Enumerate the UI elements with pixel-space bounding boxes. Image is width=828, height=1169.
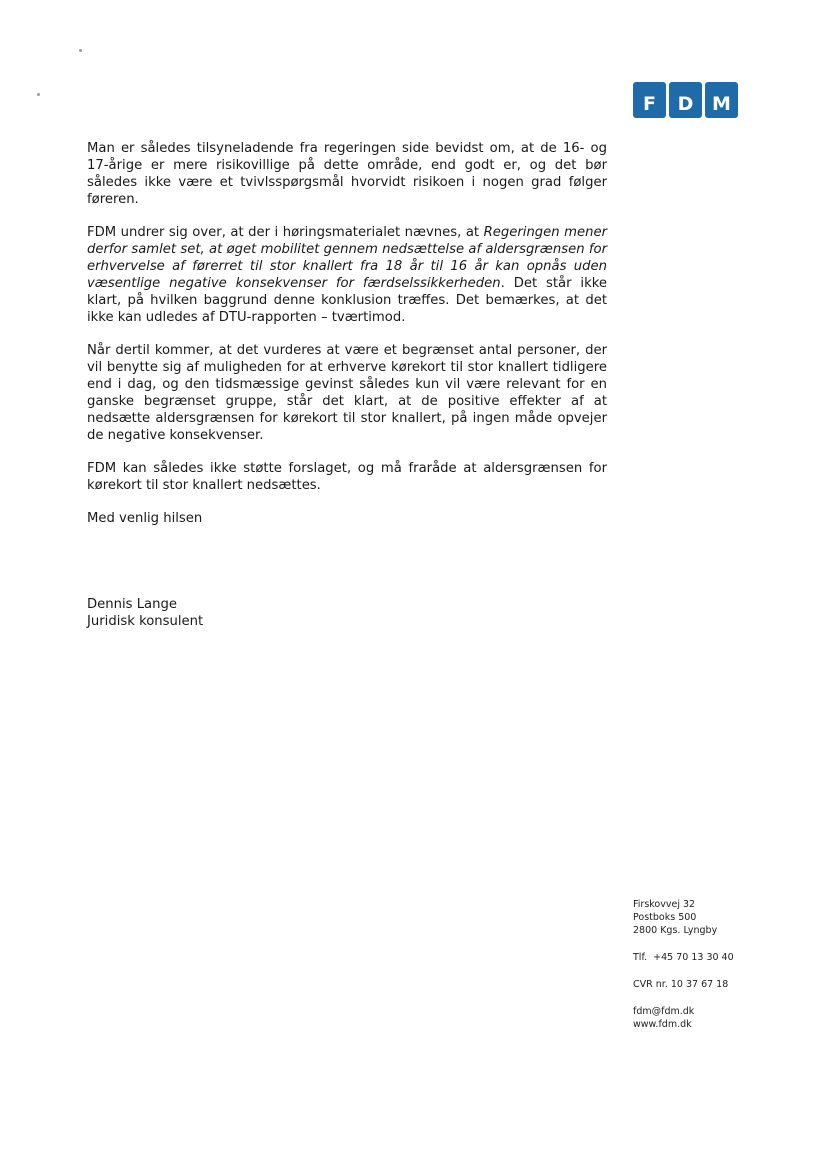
logo-letter-f: F [633, 82, 666, 118]
signer-name: Dennis Lange [87, 597, 177, 612]
paragraph-4: FDM kan således ikke støtte forslaget, og må fraråde at aldersgrænsen for kørekort til stor knallert nedsættes. [87, 461, 607, 493]
scan-speck [37, 93, 40, 96]
signer-title: Juridisk konsulent [87, 614, 204, 629]
address-cvr: CVR nr. 10 37 67 18 [633, 979, 729, 990]
fdm-logo [633, 82, 738, 118]
scan-speck [79, 49, 82, 52]
paragraph-2-end: . Det står ikke klart, på hvilken baggrund denne konklusion træffes. Det bemærkes, at det ikke kan udledes af DTU-rapporten – tværtimod. [87, 276, 607, 325]
address-street: Firskovvej 32 [633, 899, 696, 910]
letter-body [87, 140, 607, 543]
logo-letter-d: D [669, 82, 702, 118]
address-phone: Tlf. +45 70 13 30 40 [633, 952, 734, 963]
address-email: fdm@fdm.dk [633, 1006, 695, 1017]
paragraph-2-quote: Regeringen mener derfor samlet set, at øget mobilitet gennem nedsættelse af aldersgrænsen for erhvervelse af førerret til stor knallert fra 18 år til 16 år kan opnås uden væsentlige negative konsekvenser for færdselssikkerheden [87, 225, 607, 291]
signature-block [87, 596, 203, 630]
address-web: www.fdm.dk [633, 1019, 692, 1030]
closing-greeting: Med venlig hilsen [87, 511, 203, 526]
paragraph-3: Når dertil kommer, at det vurderes at være et begrænset antal personer, der vil benytte sig af muligheden for at erhverve kørekort til stor knallert tidligere end i dag, og den tidsmæssige gevinst således kun vil være relevant for en ganske begrænset gruppe, står det klart, at de positive effekter af at nedsætte aldersgrænsen for kørekort til stor knallert, på ingen måde opvejer de negative konsekvenser. [87, 343, 607, 443]
address-city: 2800 Kgs. Lyngby [633, 925, 718, 936]
logo-letter-m: M [705, 82, 738, 118]
paragraph-1: Man er således tilsyneladende fra regeringen side bevidst om, at de 16- og 17-årige er mere risikovillige på dette område, end godt er, og det bør således ikke være et tvivlsspørgsmål hvorvidt risikoen i nogen grad følger føreren. [87, 141, 607, 207]
paragraph-2-start: FDM undrer sig over, at der i høringsmaterialet nævnes, at [87, 225, 484, 240]
address-block [633, 898, 734, 1031]
address-pobox: Postboks 500 [633, 912, 697, 923]
paragraph-2 [87, 224, 607, 326]
